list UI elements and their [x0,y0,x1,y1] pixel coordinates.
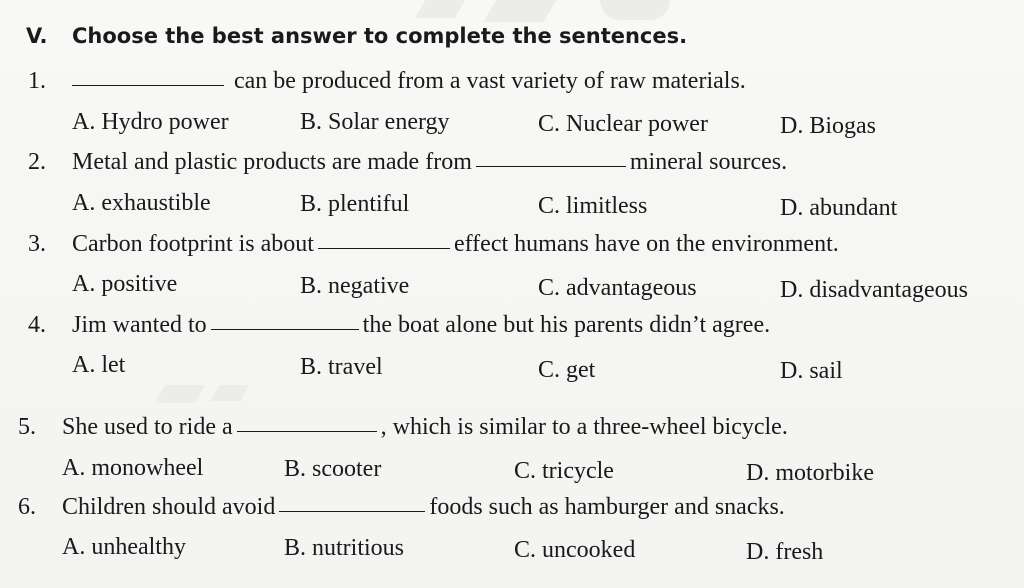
watermark-shape [155,385,205,403]
section-number: V. [26,24,48,48]
answer-blank [211,328,359,330]
question-number: 6. [18,494,36,520]
watermark-shape [415,0,465,18]
option-b: B. Solar energy [300,109,450,135]
watermark-shape [210,385,249,401]
question-text-after: the boat alone but his parents didn’t agree. [362,312,771,338]
option-c: C. uncooked [514,537,636,563]
watermark-shape [600,0,670,20]
question-5 [18,414,788,441]
answer-blank [279,510,425,512]
option-d: D. sail [780,358,843,384]
question-6 [18,494,785,521]
question-text-before: Children should avoid [62,494,276,520]
option-a: A. Hydro power [72,109,229,135]
option-a: A. let [72,352,126,378]
option-d: D. fresh [746,539,824,565]
question-text-after: foods such as hamburger and snacks. [429,494,785,520]
question-text-before: She used to ride a [62,414,233,440]
question-number: 3. [28,231,46,257]
answer-blank [318,247,450,249]
option-b: B. negative [300,273,410,299]
answer-blank [476,165,626,167]
option-d: D. abundant [780,195,898,221]
answer-blank [72,84,224,86]
section-header [26,24,687,48]
option-c: C. tricycle [514,458,614,484]
question-text-after: effect humans have on the environment. [453,231,839,257]
option-b: B. scooter [284,456,382,482]
option-c: C. limitless [538,193,648,219]
option-b: B. travel [300,354,383,380]
section-instruction: Choose the best answer to complete the sentences. [72,24,688,48]
option-a: A. positive [72,271,178,297]
option-c: C. get [538,357,596,383]
question-2 [28,149,787,176]
option-c: C. advantageous [538,275,697,301]
question-text-after: mineral sources. [629,149,788,175]
watermark-shape [484,0,557,22]
question-4 [28,312,770,339]
option-a: A. monowheel [62,455,204,481]
question-text-after: can be produced from a vast variety of raw materials. [234,68,746,94]
option-c: C. Nuclear power [538,111,708,137]
question-number: 5. [18,414,36,440]
question-text-before: Jim wanted to [72,312,207,338]
option-b: B. plentiful [300,191,410,217]
question-number: 1. [28,68,46,94]
question-number: 4. [28,312,46,338]
question-1 [28,68,746,95]
option-d: D. disadvantageous [780,277,968,303]
option-a: A. exhaustible [72,190,211,216]
option-d: D. Biogas [780,113,876,139]
option-a: A. unhealthy [62,534,186,560]
question-text-before: Metal and plastic products are made from [72,149,472,175]
question-text-before: Carbon footprint is about [72,231,314,257]
option-b: B. nutritious [284,535,405,561]
question-number: 2. [28,149,46,175]
question-text-after: , which is similar to a three-wheel bicycle. [380,414,788,440]
answer-blank [237,430,377,432]
question-3 [28,231,839,258]
option-d: D. motorbike [746,460,874,486]
